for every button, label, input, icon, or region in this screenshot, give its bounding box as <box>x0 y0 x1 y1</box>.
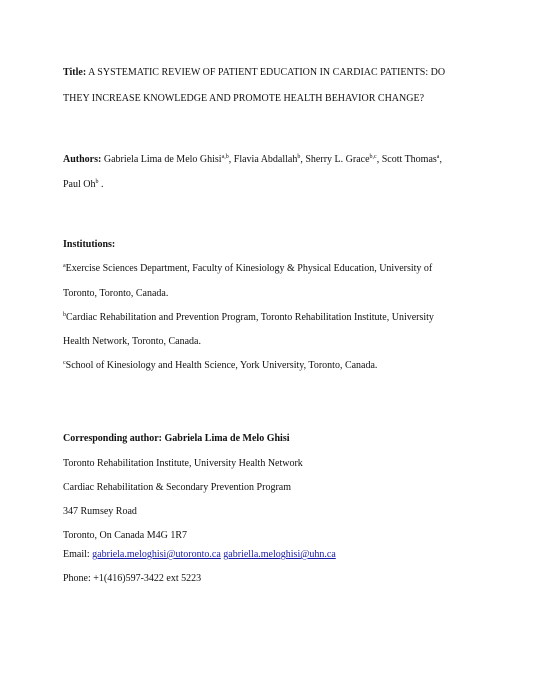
author-name: Gabriela Lima de Melo Ghisi <box>103 154 222 165</box>
phone-line: Phone: +1(416)597-3422 ext 5223 <box>63 573 202 584</box>
title-text-1: A SYSTEMATIC REVIEW OF PATIENT EDUCATION IN CARDIAC PATIENTS: DO <box>88 67 446 78</box>
authors-line-2: Paul Oh$^b$ . <box>63 179 104 190</box>
institutions-heading: Institutions: <box>63 239 116 250</box>
author-affiliation: a,b <box>221 154 229 160</box>
author-affiliation: b,c <box>369 154 377 160</box>
email-line <box>63 549 336 561</box>
corresponding-heading: Corresponding author: Gabriela Lima de Melo Ghisi <box>63 433 290 444</box>
title-line-1 <box>63 67 445 79</box>
author-affiliation: a <box>436 154 440 160</box>
email-label: Email: <box>63 549 90 560</box>
title-label: Title: <box>63 67 87 78</box>
address-line-2: Cardiac Rehabilitation & Secondary Prevention Program <box>63 482 291 493</box>
institution-marker: a <box>63 263 66 269</box>
institution-b-line-2: Health Network, Toronto, Canada. <box>63 336 201 347</box>
author-name: Flavia Abdallah <box>233 154 298 165</box>
author-name: Sherry L. Grace <box>305 154 370 165</box>
address-line-4: Toronto, On Canada M4G 1R7 <box>63 530 188 541</box>
author-affiliation: b <box>297 154 301 160</box>
address-line-3: 347 Rumsey Road <box>63 506 137 517</box>
email-link-1[interactable]: gabriela.meloghisi@utoronto.ca <box>92 549 221 560</box>
institution-marker: b <box>63 312 66 318</box>
email-link-2[interactable]: gabriella.meloghisi@uhn.ca <box>223 549 336 560</box>
author-name: Paul Oh <box>63 179 96 190</box>
author-name: Scott Thomas <box>381 154 437 165</box>
institution-a-line-2: Toronto, Toronto, Canada. <box>63 288 169 299</box>
institution-marker: c <box>63 360 66 366</box>
authors-label: Authors: <box>63 154 102 165</box>
institution-a-line-1: $^a$Exercise Sciences Department, Faculty of Kinesiology & Physical Education, University of <box>63 263 433 274</box>
institution-b-line-1: $^b$Cardiac Rehabilitation and Prevention Program, Toronto Rehabilitation Institute, University <box>63 312 434 323</box>
address-line-1: Toronto Rehabilitation Institute, University Health Network <box>63 458 303 469</box>
author-affiliation: b <box>95 179 99 185</box>
title-line-2 <box>63 93 424 105</box>
institution-c-line-1: $^c$School of Kinesiology and Health Science, York University, Toronto, Canada. <box>63 360 378 371</box>
title-text-2: THEY INCREASE KNOWLEDGE AND PROMOTE HEALTH BEHAVIOR CHANGE? <box>63 93 425 104</box>
authors-line-1: Authors: Gabriela Lima de Melo Ghisi$^{a,b}$, Flavia Abdallah$^b$, Sherry L. Grace$^{b,c}$, Scott Thomas$^a$, <box>63 154 442 165</box>
